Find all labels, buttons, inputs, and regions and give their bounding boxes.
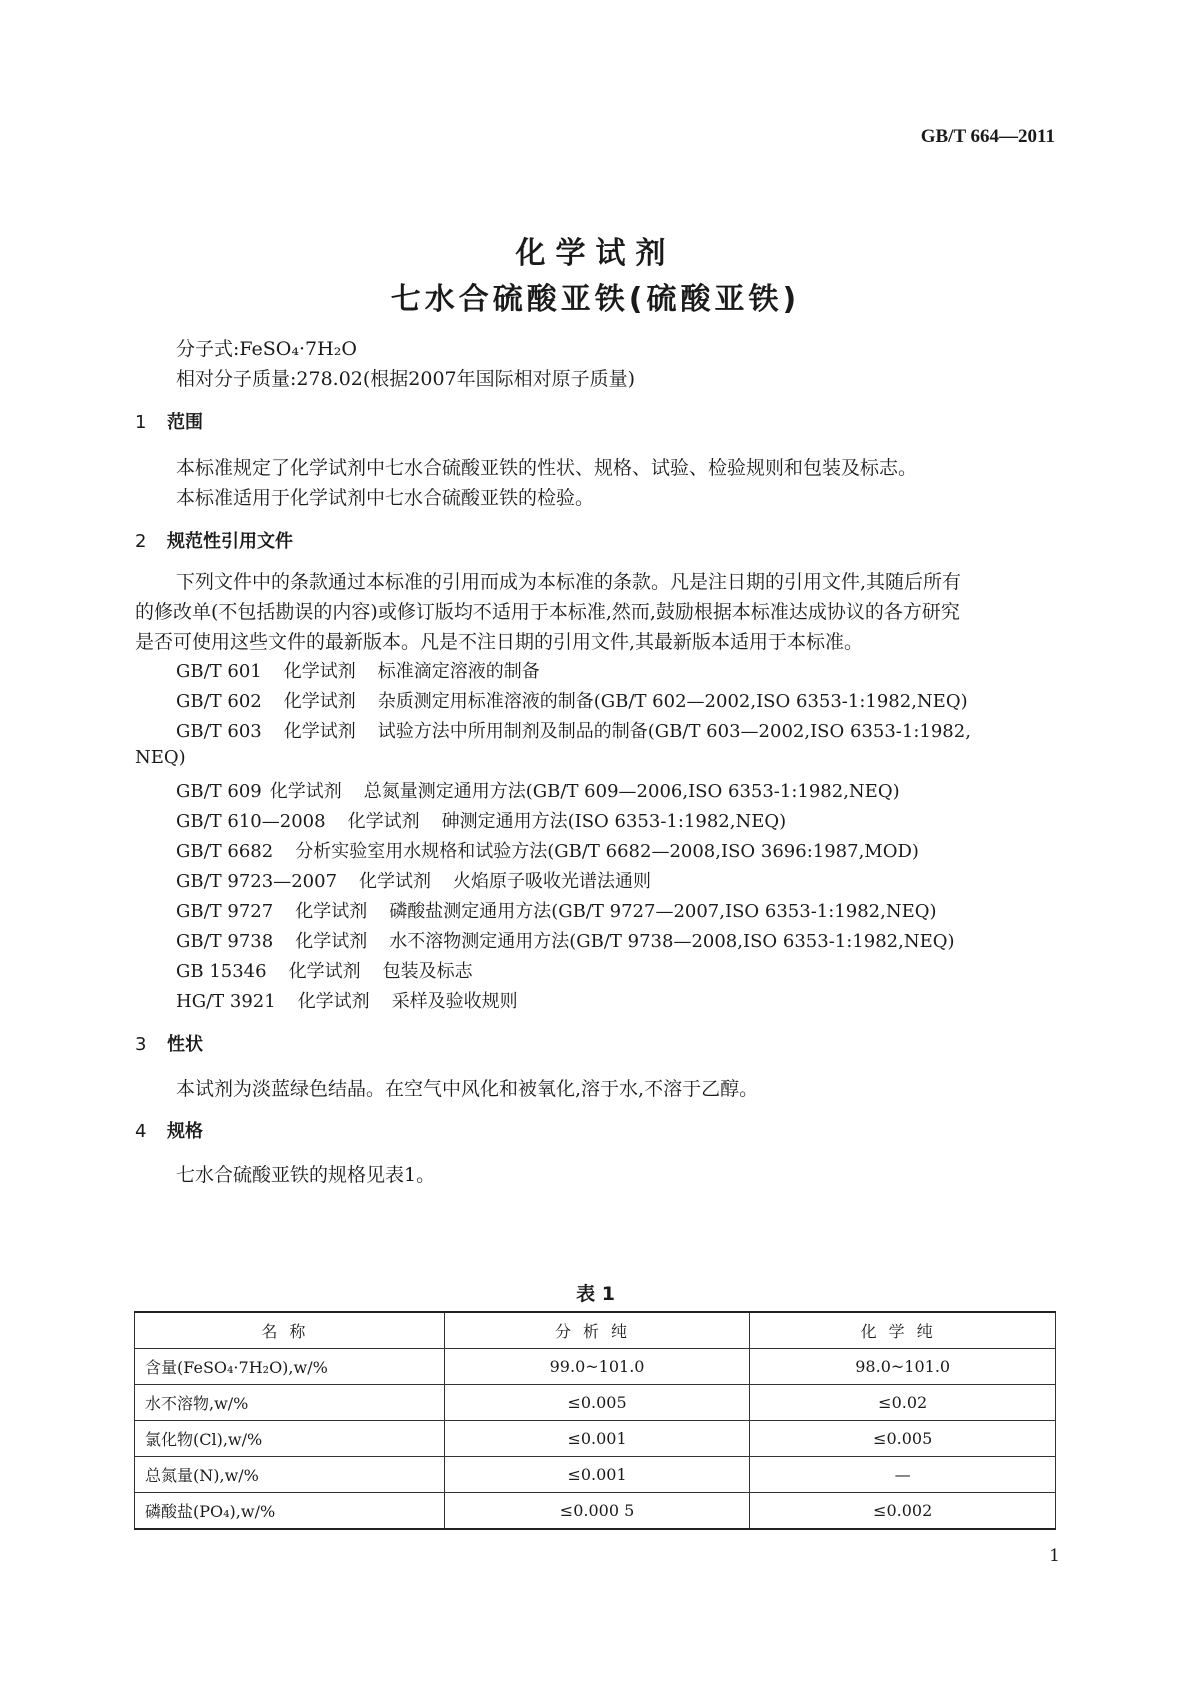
standard-number: GB/T 664—2011 — [920, 126, 1055, 147]
reference-item — [176, 777, 900, 803]
table-row — [135, 1493, 1056, 1530]
reference-category: 化学试剂 — [359, 871, 432, 892]
reference-code: GB/T 601 — [176, 661, 262, 682]
section-3-heading — [135, 1030, 203, 1056]
reference-item — [176, 957, 473, 983]
page-number: 1 — [1049, 1546, 1060, 1566]
reference-code: GB/T 9738 — [176, 931, 274, 952]
table-row — [135, 1349, 1056, 1385]
document-title-line1: 化学试剂 — [515, 236, 676, 271]
reference-category: 化学试剂 — [269, 781, 342, 802]
table-row — [135, 1457, 1056, 1493]
table-title: 表 1 — [576, 1283, 615, 1305]
row-ar-value: ≤0.005 — [444, 1385, 750, 1421]
table-row — [135, 1385, 1056, 1421]
section-number: 2 — [135, 531, 147, 552]
section-title: 性状 — [167, 1034, 203, 1055]
reference-title: 杂质测定用标准溶液的制备(GB/T 602—2002,ISO 6353-1:1982,NEQ) — [377, 691, 968, 712]
reference-code: GB/T 9723—2007 — [176, 871, 338, 892]
reference-code: HG/T 3921 — [176, 991, 276, 1012]
reference-title: 采样及验收规则 — [391, 991, 518, 1012]
reference-title: 包装及标志 — [382, 961, 473, 982]
reference-category: 化学试剂 — [295, 901, 368, 922]
section-title: 规格 — [167, 1121, 203, 1142]
row-ar-value: ≤0.001 — [444, 1457, 750, 1493]
section-2-paragraph-line-2: 的修改单(不包括勘误的内容)或修订版均不适用于本标准,然而,鼓励根据本标准达成协议的各方研究 — [135, 601, 960, 623]
row-name: 水不溶物,w/% — [135, 1385, 445, 1421]
reference-title: 试验方法中所用制剂及制品的制备(GB/T 603—2002,ISO 6353-1:1982, — [377, 721, 971, 742]
section-1-heading — [135, 408, 203, 434]
section-2-heading — [135, 527, 293, 553]
section-1-paragraph-1: 本标准规定了化学试剂中七水合硫酸亚铁的性状、规格、试验、检验规则和包装及标志。 — [176, 457, 918, 479]
reference-item — [176, 807, 786, 833]
reference-category: 化学试剂 — [297, 991, 370, 1012]
molecular-formula: 分子式:FeSO₄·7H₂O — [176, 338, 357, 360]
reference-category: 化学试剂 — [347, 811, 420, 832]
row-ar-value: ≤0.000 5 — [444, 1493, 750, 1530]
reference-code: GB/T 609 — [176, 781, 262, 802]
reference-category: 化学试剂 — [288, 961, 361, 982]
section-number: 1 — [135, 412, 147, 433]
reference-item — [176, 867, 651, 893]
row-ar-value: ≤0.001 — [444, 1421, 750, 1457]
section-title: 范围 — [167, 412, 203, 433]
header-chemically-pure: 化学纯 — [750, 1312, 1056, 1349]
reference-item — [176, 897, 937, 923]
reference-item — [176, 687, 968, 713]
reference-wrap-text: NEQ) — [135, 747, 186, 768]
section-number: 3 — [135, 1034, 147, 1055]
reference-category: 化学试剂 — [295, 931, 368, 952]
molecular-mass: 相对分子质量:278.02(根据2007年国际相对原子质量) — [176, 368, 636, 390]
table-header-row — [135, 1312, 1056, 1349]
reference-title: 水不溶物测定通用方法(GB/T 9738—2008,ISO 6353-1:1982,NEQ) — [389, 931, 955, 952]
row-cp-value: ≤0.02 — [750, 1385, 1056, 1421]
row-cp-value: — — [750, 1457, 1056, 1493]
row-name: 氯化物(Cl),w/% — [135, 1421, 445, 1457]
section-3-paragraph: 本试剂为淡蓝绿色结晶。在空气中风化和被氧化,溶于水,不溶于乙醇。 — [176, 1078, 759, 1100]
section-number: 4 — [135, 1121, 147, 1142]
reference-item — [176, 927, 955, 953]
reference-title: 分析实验室用水规格和试验方法(GB/T 6682—2008,ISO 3696:1987,MOD) — [295, 841, 919, 862]
row-name: 总氮量(N),w/% — [135, 1457, 445, 1493]
reference-code: GB/T 603 — [176, 721, 262, 742]
reference-title: 标准滴定溶液的制备 — [377, 661, 540, 682]
reference-category: 化学试剂 — [283, 661, 356, 682]
section-2-paragraph-line-3: 是否可使用这些文件的最新版本。凡是不注日期的引用文件,其最新版本适用于本标准。 — [135, 631, 864, 653]
section-title: 规范性引用文件 — [167, 531, 293, 552]
reference-item — [176, 717, 971, 743]
row-ar-value: 99.0~101.0 — [444, 1349, 750, 1385]
section-2-paragraph-line-1: 下列文件中的条款通过本标准的引用而成为本标准的条款。凡是注日期的引用文件,其随后所有 — [176, 571, 962, 593]
row-cp-value: ≤0.005 — [750, 1421, 1056, 1457]
header-analytical-reagent: 分析纯 — [444, 1312, 750, 1349]
reference-category: 化学试剂 — [283, 691, 356, 712]
row-cp-value: ≤0.002 — [750, 1493, 1056, 1530]
reference-code: GB/T 6682 — [176, 841, 274, 862]
section-1-paragraph-2: 本标准适用于化学试剂中七水合硫酸亚铁的检验。 — [176, 487, 595, 509]
table-row — [135, 1421, 1056, 1457]
reference-code: GB/T 9727 — [176, 901, 274, 922]
reference-title: 砷测定通用方法(ISO 6353-1:1982,NEQ) — [441, 811, 787, 832]
reference-code: GB 15346 — [176, 961, 267, 982]
document-title-line2: 七水合硫酸亚铁(硫酸亚铁) — [390, 282, 801, 317]
row-name: 磷酸盐(PO₄),w/% — [135, 1493, 445, 1530]
reference-item — [176, 837, 919, 863]
reference-title: 总氮量测定通用方法(GB/T 609—2006,ISO 6353-1:1982,NEQ) — [363, 781, 900, 802]
reference-title: 磷酸盐测定通用方法(GB/T 9727—2007,ISO 6353-1:1982,NEQ) — [389, 901, 937, 922]
row-cp-value: 98.0~101.0 — [750, 1349, 1056, 1385]
reference-code: GB/T 602 — [176, 691, 262, 712]
header-name: 名称 — [135, 1312, 445, 1349]
section-4-heading — [135, 1117, 203, 1143]
reference-item — [176, 657, 540, 683]
reference-code: GB/T 610—2008 — [176, 811, 326, 832]
reference-item — [176, 987, 518, 1013]
reference-title: 火焰原子吸收光谱法通则 — [453, 871, 652, 892]
row-name: 含量(FeSO₄·7H₂O),w/% — [135, 1349, 445, 1385]
section-4-paragraph: 七水合硫酸亚铁的规格见表1。 — [176, 1164, 436, 1186]
reference-category: 化学试剂 — [283, 721, 356, 742]
specification-table — [134, 1311, 1056, 1530]
